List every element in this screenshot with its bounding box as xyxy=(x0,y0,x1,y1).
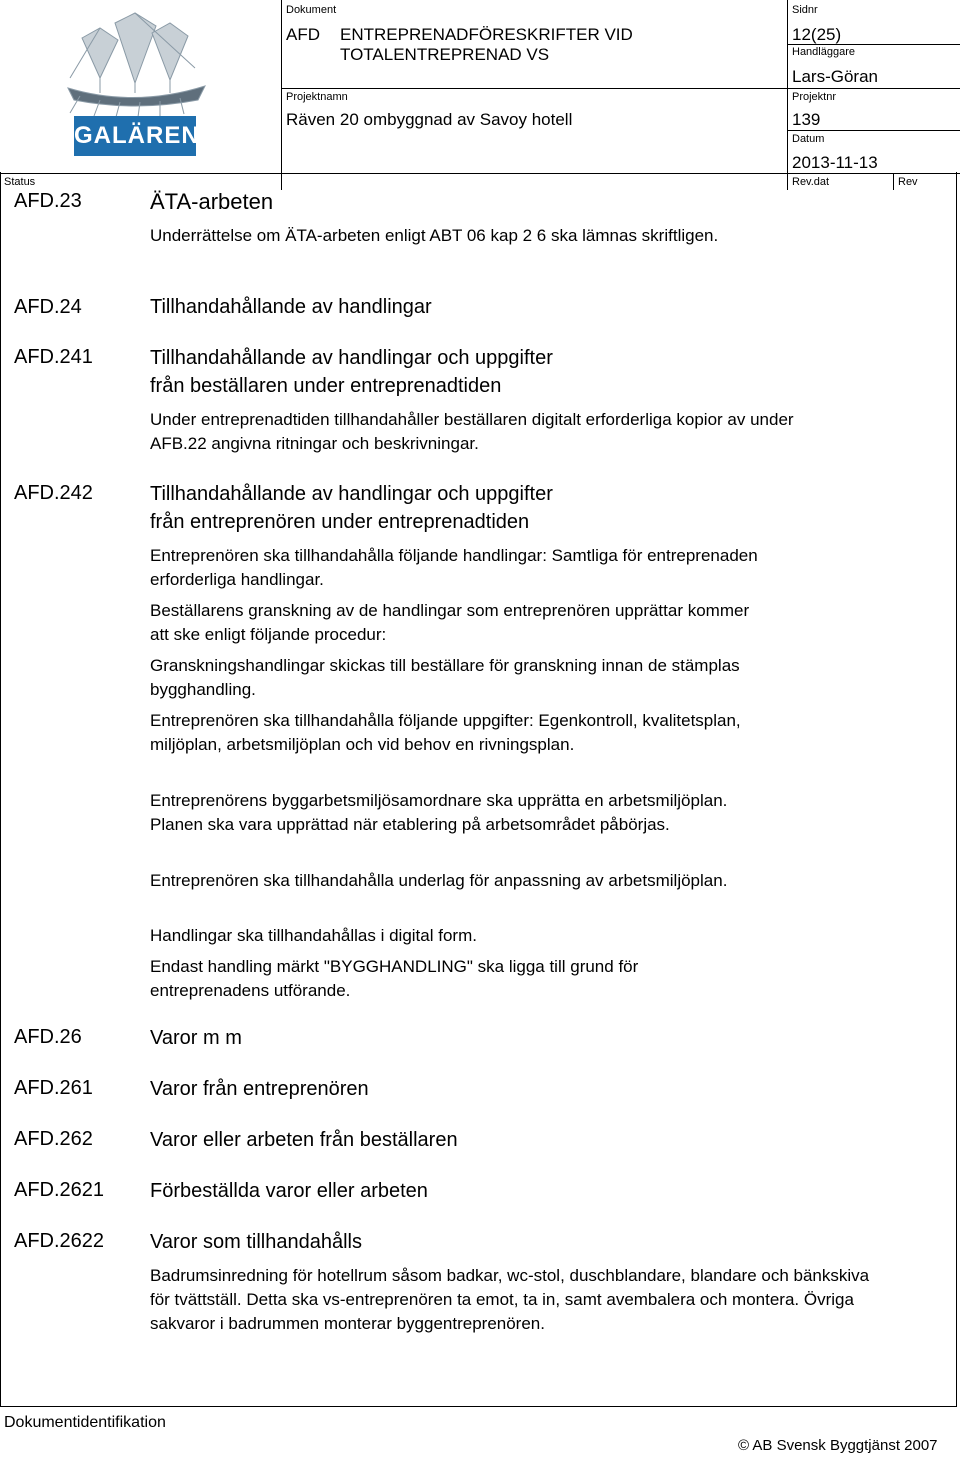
section-title-afd241: Tillhandahållande av handlingar och uppgifter från beställaren under entreprenadtiden xyxy=(150,347,553,397)
section-code-afd2622: AFD.2622 xyxy=(14,1230,105,1252)
section-code-afd23: AFD.23 xyxy=(14,190,82,212)
handlaggare-label: Handläggare xyxy=(792,46,855,58)
projektnamn-value: Räven 20 ombyggnad av Savoy hotell xyxy=(286,110,573,129)
section-code-afd262: AFD.262 xyxy=(14,1128,93,1150)
document-title-line2: TOTALENTREPRENAD VS xyxy=(340,45,550,64)
section-title-afd2622: Varor som tillhandahålls xyxy=(150,1231,362,1253)
datum-value: 2013-11-13 xyxy=(792,153,878,172)
status-label: Status xyxy=(4,176,36,188)
section-code-afd2621: AFD.2621 xyxy=(14,1179,105,1201)
section-code-afd261: AFD.261 xyxy=(14,1077,93,1099)
copyright-notice: © AB Svensk Byggtjänst 2007 xyxy=(738,1437,938,1454)
galaren-logo xyxy=(60,8,210,158)
section-body-afd242-p7: Handlingar ska tillhandahållas i digital form. xyxy=(150,926,477,945)
section-title-afd261: Varor från entreprenören xyxy=(150,1078,369,1100)
section-body-afd2622: Badrumsinredning för hotellrum såsom badkar, wc-stol, duschblandare, blandare och bänkskiva för tvättställ. Detta ska vs-entreprenören ta emot, ta in, samt avembalera och montera. Övriga sakvaror i badrummen monterar byggentreprenören. xyxy=(150,1266,870,1333)
datum-label: Datum xyxy=(792,133,825,145)
section-code-afd242: AFD.242 xyxy=(14,482,93,504)
logo-wordmark: GALÄREN xyxy=(74,116,196,156)
section-title-afd24: Tillhandahållande av handlingar xyxy=(150,296,432,318)
section-title-afd262: Varor eller arbeten från beställaren xyxy=(150,1129,458,1151)
sidnr-label: Sidnr xyxy=(792,4,818,16)
section-body-afd242-p4: Entreprenören ska tillhandahålla följande uppgifter: Egenkontroll, kvalitetsplan, miljöplan, arbetsmiljöplan och vid behov en rivningsplan. xyxy=(150,711,741,754)
document-prefix: AFD xyxy=(286,25,320,44)
document-title-line1: ENTREPRENADFÖRESKRIFTER VID xyxy=(340,25,633,44)
section-title-afd26: Varor m m xyxy=(150,1027,242,1049)
projektnamn-label: Projektnamn xyxy=(286,91,348,103)
section-body-afd242: Entreprenören ska tillhandahålla följande handlingar: Samtliga för entreprenaden erforderliga handlingar. xyxy=(150,546,758,589)
section-title-afd2621: Förbeställda varor eller arbeten xyxy=(150,1180,428,1202)
section-code-afd24: AFD.24 xyxy=(14,296,82,318)
section-body-afd241: Under entreprenadtiden tillhandahåller beställaren digitalt erforderliga kopior av under AFB.22 angivna ritningar och beskrivningar. xyxy=(150,410,794,453)
section-code-afd241: AFD.241 xyxy=(14,346,93,368)
document-label: Dokument xyxy=(286,4,337,16)
page-frame xyxy=(0,172,957,1407)
section-title-afd23: ÄTA-arbeten xyxy=(150,189,274,214)
rev-label: Rev xyxy=(898,176,918,188)
section-body-afd23: Underrättelse om ÄTA-arbeten enligt ABT 06 kap 2 6 ska lämnas skriftligen. xyxy=(150,226,719,245)
handlaggare-value: Lars-Göran xyxy=(792,67,878,86)
section-body-afd242-p8: Endast handling märkt "BYGGHANDLING" ska ligga till grund för entreprenadens utförande. xyxy=(150,957,639,1000)
document-identification-label: Dokumentidentifikation xyxy=(4,1414,166,1431)
galleon-ship-icon xyxy=(60,8,210,118)
copyright-icon: © xyxy=(738,1437,750,1454)
revdat-label: Rev.dat xyxy=(792,176,830,188)
section-body-afd242-p3: Granskningshandlingar skickas till beställare för granskning innan de stämplas bygghandling. xyxy=(150,656,740,699)
section-body-afd242-p2: Beställarens granskning av de handlingar som entreprenören upprättar kommer att ske enligt följande procedur: xyxy=(150,601,750,644)
section-body-afd242-p6: Entreprenören ska tillhandahålla underlag för anpassning av arbetsmiljöplan. xyxy=(150,871,728,890)
section-code-afd26: AFD.26 xyxy=(14,1026,82,1048)
section-title-afd242: Tillhandahållande av handlingar och uppgifter från entreprenören under entreprenadtiden xyxy=(150,483,553,533)
projektnr-label: Projektnr xyxy=(792,91,837,103)
section-body-afd242-p5: Entreprenörens byggarbetsmiljösamordnare ska upprätta en arbetsmiljöplan. Planen ska vara upprättad när etablering på arbetsområdet påbörjas. xyxy=(150,791,728,834)
projektnr-value: 139 xyxy=(792,110,821,129)
sidnr-value: 12(25) xyxy=(792,25,842,44)
